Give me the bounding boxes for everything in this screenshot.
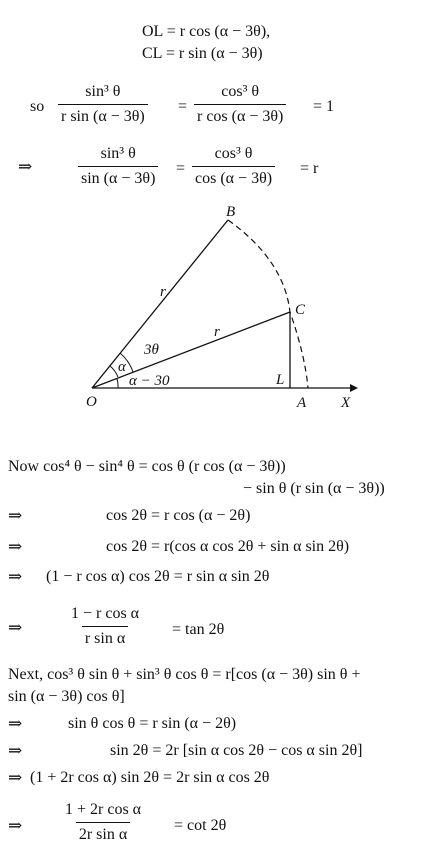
label-b: B [226, 205, 236, 220]
eq2-fraction-a [78, 144, 158, 189]
step-4-denominator: r sin α [82, 626, 128, 649]
implies-arrow: ⇒ [8, 816, 23, 835]
eq2-b-denominator: cos (α − 3θ) [192, 166, 275, 189]
t-step-1: sin θ cos θ = r sin (α − 2θ) [68, 715, 237, 732]
eq1-b-denominator: r cos (α − 3θ) [194, 104, 286, 127]
angle-diagram [0, 205, 437, 435]
step-2: cos 2θ = r(cos α cos 2θ + sin α sin 2θ) [106, 538, 350, 555]
step-1: cos 2θ = r cos (α − 2θ) [106, 507, 251, 524]
line-oc [92, 312, 290, 388]
step-4-fraction [68, 604, 142, 649]
label-c: C [295, 302, 306, 318]
eq2-result: = r [300, 160, 319, 177]
angle-arc-alpha-minus [117, 379, 118, 388]
step-4-numerator: 1 − r cos α [71, 605, 140, 622]
implies-arrow: ⇒ [8, 506, 23, 525]
t-step-3: (1 + 2r cos α) sin 2θ = 2r sin α cos 2θ [30, 769, 270, 786]
eq1-fraction-a [58, 82, 148, 127]
t-step-4-result: = cot 2θ [174, 817, 227, 834]
t-step-4-fraction [62, 800, 144, 845]
label-alpha: α [118, 359, 126, 375]
label-x: X [341, 395, 351, 411]
x-axis-arrowhead [350, 384, 358, 392]
eq1-equals: = [178, 98, 188, 115]
label-3theta: 3θ [144, 342, 159, 358]
label-alpha-minus-30: α − 30 [129, 373, 170, 389]
t-step-4-denominator: 2r sin α [76, 822, 130, 845]
label-r-ob: r [160, 284, 166, 300]
implies-arrow: ⇒ [8, 618, 23, 637]
implies-arrow: ⇒ [8, 567, 23, 586]
implies-arrow: ⇒ [8, 714, 23, 733]
so-word: so [30, 98, 45, 115]
t-step-4-numerator: 1 + 2r cos α [65, 801, 142, 818]
now-line-2: − sin θ (r sin (α − 3θ)) [243, 480, 385, 497]
eq2-a-numerator: sin³ θ [100, 145, 136, 162]
implies-arrow: ⇒ [8, 741, 23, 760]
step-3: (1 − r cos α) cos 2θ = r sin α sin 2θ [46, 568, 270, 585]
angle-arc-alpha [110, 366, 118, 377]
eq2-a-denominator: sin (α − 3θ) [78, 166, 158, 189]
implies-arrow: ⇒ [8, 768, 23, 787]
label-l: L [276, 372, 285, 388]
now-line-1: Now cos⁴ θ − sin⁴ θ = cos θ (r cos (α − 3θ)) [8, 458, 286, 475]
eq1-result: = 1 [313, 98, 335, 115]
next-line-1: Next, cos³ θ sin θ + sin³ θ cos θ = r[cos (α − 3θ) sin θ + [8, 666, 361, 683]
eq1-a-denominator: r sin (α − 3θ) [58, 104, 148, 127]
eq2-equals: = [176, 160, 186, 177]
step-4-result: = tan 2θ [172, 621, 225, 638]
label-o: O [86, 394, 97, 410]
label-a: A [297, 395, 307, 411]
eq2-b-numerator: cos³ θ [214, 145, 253, 162]
next-line-2: sin (α − 3θ) cos θ] [8, 688, 125, 705]
line-ob [92, 220, 228, 388]
implies-arrow: ⇒ [18, 157, 33, 176]
cl-definition: CL = r sin (α − 3θ) [142, 45, 263, 62]
eq1-b-numerator: cos³ θ [221, 83, 260, 100]
eq1-fraction-b [194, 82, 286, 127]
ol-definition: OL = r cos (α − 3θ), [142, 23, 271, 40]
label-r-oc: r [214, 324, 220, 340]
t-step-2: sin 2θ = 2r [sin α cos 2θ − cos α sin 2θ] [110, 742, 363, 759]
eq1-a-numerator: sin³ θ [85, 83, 121, 100]
eq2-fraction-b [192, 144, 275, 189]
implies-arrow: ⇒ [8, 537, 23, 556]
